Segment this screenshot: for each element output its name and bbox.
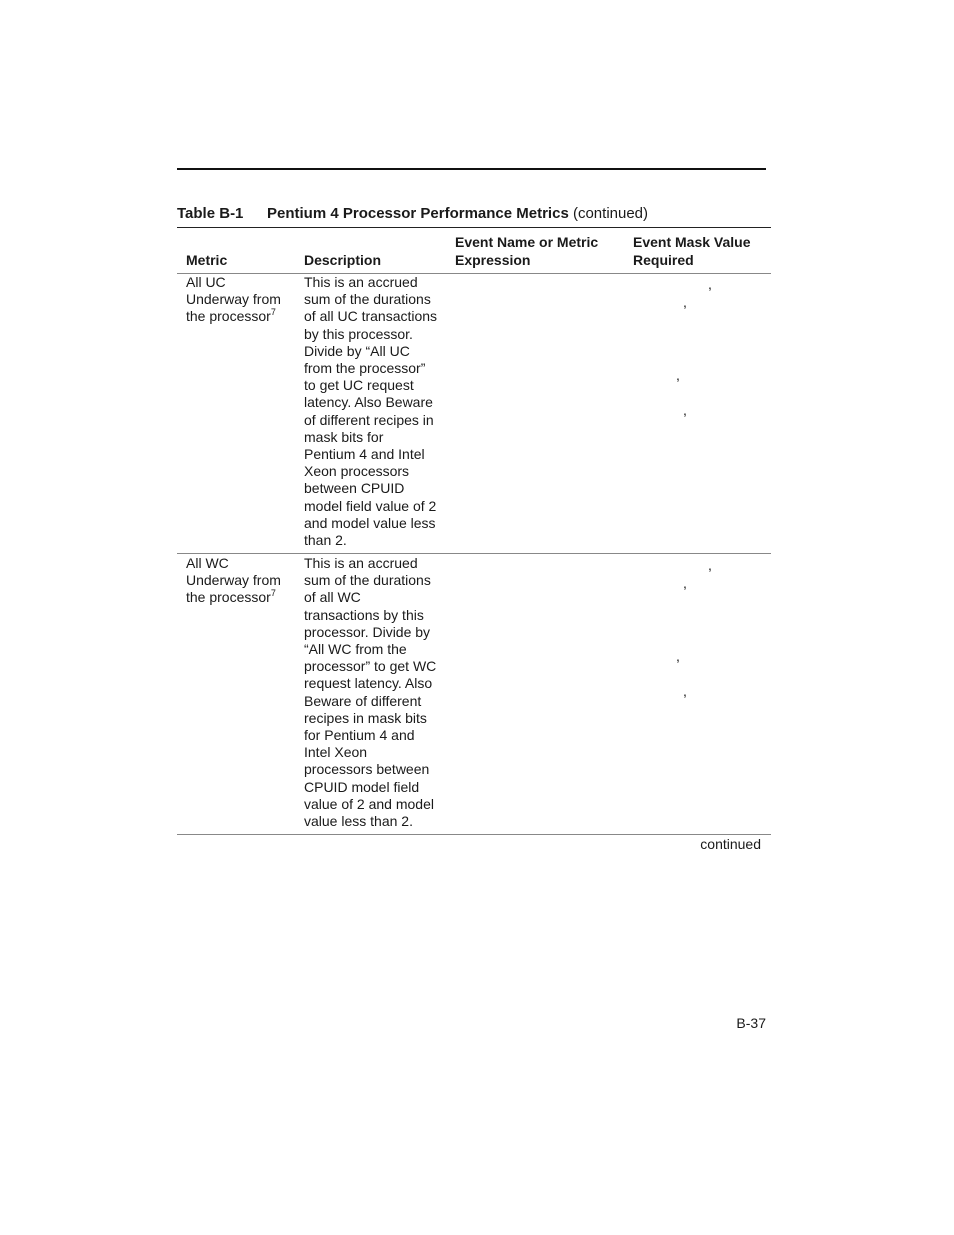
row-2-mask-comma: ,	[683, 575, 687, 591]
header-event-name: Event Name or Metric Expression	[455, 234, 599, 268]
row-1-description: This is an accrued sum of the durations of all UC transactions by this processor. Divide by “All UC from the processor” to get UC request latency. Also Beware of different recipes in mask bits for Pentium 4 and Intel Xeon processors between CPUID model field value of 2 and model value less than 2.	[304, 274, 438, 549]
table-caption	[177, 205, 648, 222]
row-1-mask-comma: ,	[708, 276, 712, 292]
footnote-marker: 7	[270, 587, 276, 598]
page-number: B-37	[736, 1015, 766, 1031]
row-2-mask-comma: ,	[676, 648, 680, 664]
row-2-metric: All WC Underway from the processor$^7$	[186, 555, 281, 606]
header-metric: Metric	[186, 252, 228, 268]
footnote-marker: 7	[270, 306, 276, 317]
header-description: Description	[304, 252, 382, 268]
row-2-mask-comma: ,	[683, 683, 687, 699]
row-2-mask-comma: ,	[708, 557, 712, 573]
row-1-mask-comma: ,	[676, 367, 680, 383]
row-2-description: This is an accrued sum of the durations of all WC transactions by this processor. Divide by “All WC from the processor” to get WC request latency. Also Beware of different recipes in mask bits for Pentium 4 and Intel Xeon processors between CPUID model field value of 2 and model value less than 2.	[304, 555, 437, 830]
row-1-mask-comma: ,	[683, 402, 687, 418]
continued-label: continued	[700, 836, 761, 852]
caption-rule	[177, 227, 771, 228]
table-continued-note: (continued)	[572, 205, 649, 222]
row-1-metric: All UC Underway from the processor$^7$	[186, 274, 281, 325]
header-event-mask: Event Mask Value Required	[633, 234, 751, 268]
table-number: Table B-1	[177, 205, 244, 222]
row-1-mask-comma: ,	[683, 294, 687, 310]
row-rule	[177, 553, 771, 554]
top-rule	[177, 168, 766, 170]
table-title: Pentium 4 Processor Performance Metrics	[267, 205, 569, 222]
table-bottom-rule	[177, 834, 771, 835]
